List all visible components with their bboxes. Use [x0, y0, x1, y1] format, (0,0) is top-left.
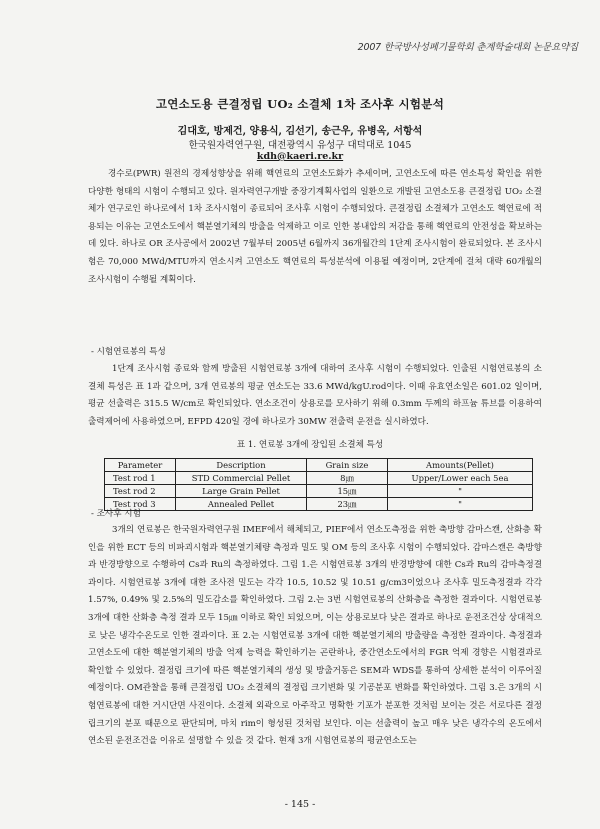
- table-cell: ": [388, 498, 533, 511]
- author-list: 김대호, 방제건, 양용식, 김선기, 송근우, 유병옥, 서항석: [177, 126, 423, 137]
- table-header: Amounts(Pellet): [388, 459, 533, 472]
- table-header: Parameter: [105, 459, 176, 472]
- table-row: [105, 472, 533, 485]
- table-cell: Test rod 3: [105, 498, 176, 511]
- table-cell: Test rod 1: [105, 472, 176, 485]
- table-row: [105, 485, 533, 498]
- table-cell: Upper/Lower each 5ea: [388, 472, 533, 485]
- post-irradiation-paragraph: 3개의 연료봉은 한국원자력연구원 IMEF에서 해체되고, PIEF에서 연소도측정을 위한 축방향 감마스캔, 산화층 확인을 위한 ECT 등의 비파괴시험과 핵분열기체량 측정과 밀도 및 OM 등의 조사후 시험이 수행되었다. 감마스캔은 축방향과 반경방향으로 수행하여 Cs과 Ru의 측정하였다. 그림 1.은 시험연료봉 3개의 반경방향에 대한 Cs과 Ru의 감마측정결과이다. 시험연료봉 3개에 대한 조사전 밀도는 각각 10.5, 10.52 및 10.51 g/cm3이었으나 조사후 밀도측정결과 각각 1.57%, 0.49% 및 2.5%의 밀도감소를 확인하였다. 그림 2.는 3번 시험연료봉의 산화층을 측정한 결과이다. 시험연료봉 3개에 대한 산화층 측정 결과 모두 15㎛ 이하로 확인 되었으며, 이는 상용로보다 낮은 결과로 하나로 운전조건상 상대적으로 낮은 냉각수온도로 인한 결과이다. 표 2.는 시험연료봉 3개에 대한 핵분열기체의 방출량을 측정한 결과이다. 측정결과 고연소도에 대한 핵분열기체의 방출 억제 능력을 확인하기는 곤란하나, 중간연소도에서의 FGR 억제 경향은 시험결과로 확인할 수 있었다. 결정립 크기에 따른 핵분열기체의 생성 및 방출거동은 SEM과 WDS를 통하여 상세한 분석이 이루어질 예정이다. OM관찰을 통해 큰결정립 UO₂ 소결체의 결정립 크기변화 및 기공분포 변화를 확인하였다. 그림 3.은 3개의 시험연료봉에 대한 거시단면 사진이다. 소결체 외곽으로 아주작고 명확한 기포가 분포한 것처럼 보이는 것은 서로다른 결정립크기의 분포 때문으로 판단되며, 마치 rim이 형성된 것처럼 보인다. 이는 선출력이 높고 매우 낮은 냉각수의 온도에서 연소된 운전조건을 이유로 설명할 수 있을 것 같다. 현재 3개 시험연료봉의 평균연소도는: [88, 525, 542, 747]
- table-header-row: [105, 459, 533, 472]
- table-cell: 23㎛: [307, 498, 388, 511]
- table-cell: Test rod 2: [105, 485, 176, 498]
- table-row: [105, 498, 533, 511]
- table-cell: 8㎛: [307, 472, 388, 485]
- section-heading-rod-characteristics: - 시험연료봉의 특성: [91, 347, 166, 357]
- affiliation: 한국원자력연구원, 대전광역시 유성구 대덕대로 1045: [188, 140, 412, 151]
- table-cell: STD Commercial Pellet: [176, 472, 307, 485]
- running-header: 2007 한국방사성폐기물학회 춘계학술대회 논문요약집: [357, 42, 578, 53]
- table-header: Grain size: [307, 459, 388, 472]
- rod-characteristics-paragraph: 1단계 조사시험 종료와 함께 방출된 시험연료봉 3개에 대하여 조사후 시험이 수행되었다. 인출된 시험연료봉의 소결체 특성은 표 1과 같으며, 3개 연료봉의 평균 연소도는 33.6 MWd/kgU.rod이다. 이때 유효연소일은 601.02 일이며, 평균 선출력은 315.5 W/cm로 확인되었다. 연소조건이 상용로를 모사하기 위해 0.3mm 두께의 하프늄 튜브를 이용하여 출력제어에 사용하였으며, EFPD 420일 경에 하나로가 30MW 전출력 운전을 실시하였다.: [88, 364, 542, 427]
- table-cell: ": [388, 485, 533, 498]
- pellet-table: [104, 458, 533, 511]
- table-cell: Large Grain Pellet: [176, 485, 307, 498]
- table-cell: 15㎛: [307, 485, 388, 498]
- paper-title: 고연소도용 큰결정립 UO₂ 소결체 1차 조사후 시험분석: [155, 97, 445, 111]
- section-heading-post-irradiation: - 조사후 시험: [91, 509, 141, 519]
- abstract-paragraph: 경수로(PWR) 원전의 경제성향상을 위해 핵연료의 고연소도화가 추세이며, 고연소도에 따른 연소특성 확인을 위한 다양한 형태의 시험이 수행되고 있다. 원자력연구개발 중장기계획사업의 일환으로 개발된 고연소도용 큰결정립 UO₂ 소결체가 연구로인 하나로에서 1차 조사시험이 종료되어 조사후 시험이 수행되었다. 큰결정립 소결체가 고연소도 핵연료에 적용되는 이유는 고연소도에서 핵분열기체의 방출을 억제하고 이로 인한 봉내압의 저감을 통해 핵연료의 안전성을 확보하는데 있다. 하나로 OR 조사공에서 2002년 7월부터 2005년 6월까지 36개월간의 1단계 조사시험이 완료되었다. 본 조사시험은 70,000 MWd/MTU까지 연소시켜 고연소도 핵연료의 특성분석에 이용될 예정이며, 2단계에 걸쳐 대략 60개월의 조사시험이 수행될 계획이다.: [88, 169, 542, 285]
- table-cell: Annealed Pellet: [176, 498, 307, 511]
- page-number: - 145 -: [284, 799, 316, 810]
- email-link[interactable]: kdh@kaeri.re.kr: [256, 151, 344, 162]
- table-caption: 표 1. 연료봉 3개에 장입된 소결체 특성: [236, 440, 384, 450]
- table-header: Description: [176, 459, 307, 472]
